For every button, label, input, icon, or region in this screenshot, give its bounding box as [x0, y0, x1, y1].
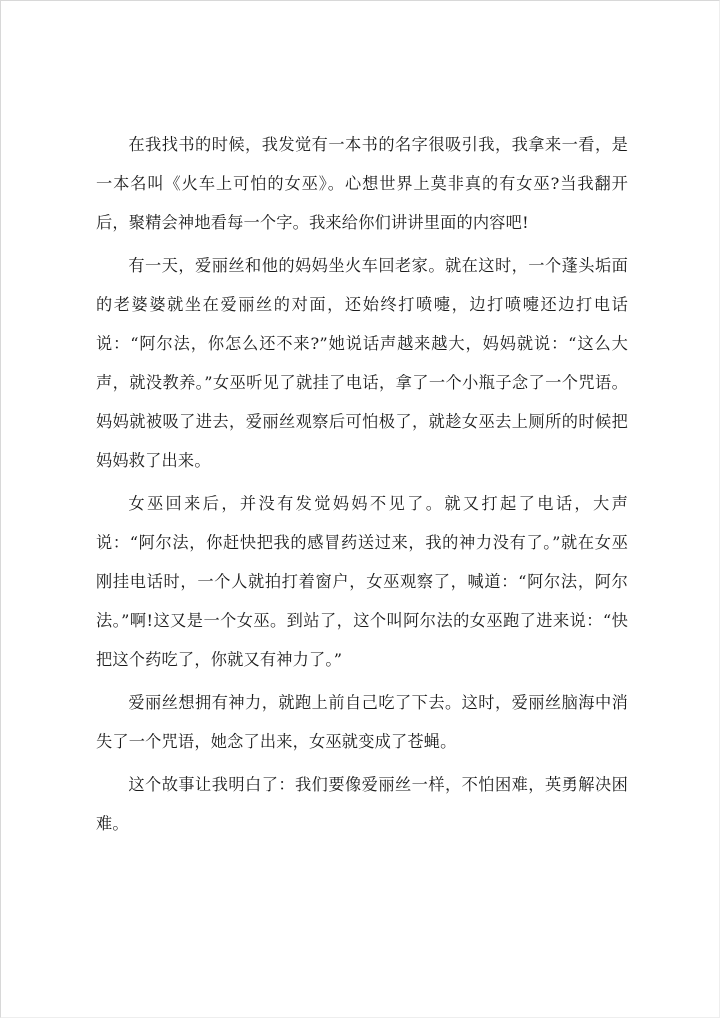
- document-body: [96, 125, 628, 847]
- paragraph-alice-power: 爱丽丝想拥有神力，就跑上前自己吃了下去。这时，爱丽丝脑海中消失了一个咒语，她念了出来，女巫就变成了苍蝇。: [96, 693, 628, 751]
- paragraph-lesson: 这个故事让我明白了：我们要像爱丽丝一样，不怕困难，英勇解决困难。: [96, 775, 628, 833]
- paragraph-train-scene: 有一天，爱丽丝和他的妈妈坐火车回老家。就在这时，一个蓬头垢面的老婆婆就坐在爱丽丝的对面，还始终打喷嚏，边打喷嚏还边打电话说：“阿尔法，你怎么还不来?”她说话声越来越大，妈妈就说：“这么大声，就没教养。”女巫听见了就挂了电话，拿了一个小瓶子念了一个咒语。妈妈就被吸了进去，爱丽丝观察后可怕极了，就趁女巫去上厕所的时候把妈妈救了出来。: [96, 256, 628, 470]
- paragraph-witch-return: 女巫回来后，并没有发觉妈妈不见了。就又打起了电话，大声说：“阿尔法，你赶快把我的感冒药送过来，我的神力没有了。”就在女巫刚挂电话时，一个人就拍打着窗户，女巫观察了，喊道：“阿尔法，阿尔法。”啊!这又是一个女巫。到站了，这个叫阿尔法的女巫跑了进来说：“快把这个药吃了，你就又有神力了。”: [96, 494, 628, 669]
- paragraph-intro: 在我找书的时候，我发觉有一本书的名字很吸引我，我拿来一看，是一本名叫《火车上可怕的女巫》。心想世界上莫非真的有女巫?当我翻开后，聚精会神地看每一个字。我来给你们讲讲里面的内容吧!: [96, 135, 628, 232]
